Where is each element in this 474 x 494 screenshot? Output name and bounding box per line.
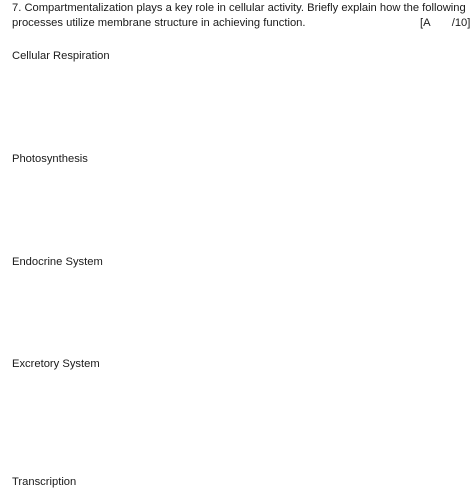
- section-label-excretory-system: Excretory System: [12, 358, 100, 370]
- section-label-cellular-respiration: Cellular Respiration: [12, 50, 110, 62]
- mark-allocation: [A /10]: [420, 16, 471, 29]
- question-text-line-2: [12, 16, 470, 31]
- section-label-transcription: Transcription: [12, 476, 77, 488]
- section-label-endocrine-system: Endocrine System: [12, 256, 103, 268]
- section-label-photosynthesis: Photosynthesis: [12, 153, 88, 165]
- question-text-line-1: 7. Compartmentalization plays a key role in cellular activity. Briefly explain how the following: [12, 2, 466, 14]
- question-prompt: [12, 1, 470, 30]
- question-text-line-2-text: processes utilize membrane structure in achieving function.: [12, 16, 306, 29]
